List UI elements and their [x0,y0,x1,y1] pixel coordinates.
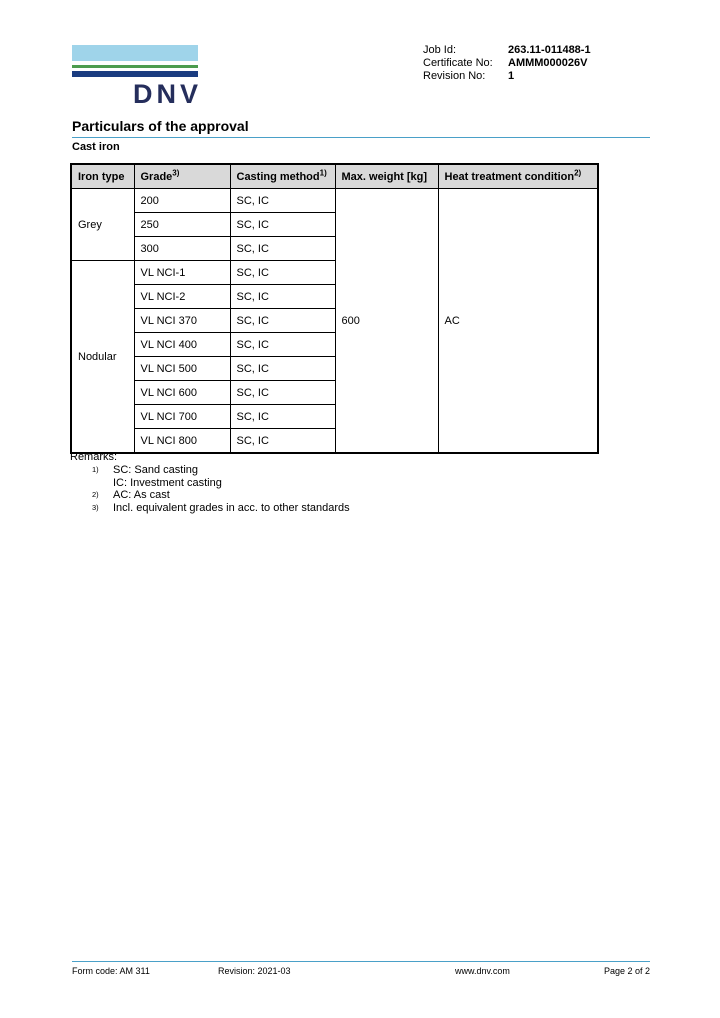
casting-cell: SC, IC [230,285,335,309]
subtitle-cast-iron: Cast iron [72,141,120,153]
casting-cell: SC, IC [230,381,335,405]
col-header-label: Iron type [78,170,125,183]
col-header-label: Heat treatment condition [444,170,575,183]
grade-cell: VL NCI 370 [134,309,230,333]
col-header-heat-treatment [438,164,598,189]
casting-cell: SC, IC [230,189,335,213]
remark-item [70,502,350,514]
casting-cell: SC, IC [230,333,335,357]
grade-cell: VL NCI 600 [134,381,230,405]
col-header-label: Casting method [236,170,320,183]
casting-cell: SC, IC [230,237,335,261]
meta-row-job-id [423,44,591,57]
meta-label: Certificate No: [423,57,493,70]
table-row [71,189,598,213]
col-header-sup: 2) [574,167,582,177]
casting-cell: SC, IC [230,405,335,429]
logo-wordmark: DNV [132,79,202,109]
footer-form-code: Form code: AM 311 [72,966,150,976]
grade-cell: VL NCI-2 [134,285,230,309]
col-header-casting-method [230,164,335,189]
meta-label: Job Id: [423,44,457,56]
col-header-sup: 1) [319,167,327,177]
grade-cell: 300 [134,237,230,261]
remark-item [70,489,350,501]
title-block [72,119,650,138]
footer-page-number: Page 2 of 2 [603,966,650,976]
casting-cell: SC, IC [230,213,335,237]
approval-table [70,163,599,454]
remark-sup: 2) [92,490,99,500]
dnv-logo [72,45,202,109]
footer-website: www.dnv.com [455,966,510,976]
remark-line: AC: As cast [113,489,170,502]
remarks-section [70,451,350,514]
page-title: Particulars of the approval [72,118,249,134]
remark-line: IC: Investment casting [113,476,222,489]
col-header-label: Grade [140,170,173,183]
casting-cell: SC, IC [230,261,335,285]
grade-cell: VL NCI 400 [134,333,230,357]
max-weight-cell: 600 [335,189,438,454]
remarks-heading: Remarks: [70,451,118,463]
heat-treatment-cell: AC [438,189,598,454]
grade-cell: 250 [134,213,230,237]
col-header-iron-type [71,164,134,189]
table-header-row [71,164,598,189]
remark-text [113,464,350,489]
meta-value: AMMM000026V [508,57,588,70]
job-meta-block [423,44,591,84]
remark-sup: 1) [92,465,99,475]
remark-text [113,502,350,514]
col-header-label: Max. weight [kg] [341,170,428,183]
meta-value: 1 [508,70,515,83]
meta-value: 263.11-011488-1 [508,44,591,56]
grade-cell: VL NCI-1 [134,261,230,285]
col-header-max-weight [335,164,438,189]
logo-bar-green-icon [72,65,198,68]
remark-line: SC: Sand casting [113,464,198,477]
meta-label: Revision No: [423,70,486,83]
iron-type-cell-nodular: Nodular [71,261,134,454]
grade-cell: VL NCI 700 [134,405,230,429]
remark-line: Incl. equivalent grades in acc. to other standards [113,501,350,514]
page-footer [72,961,650,978]
grade-cell: VL NCI 800 [134,429,230,454]
col-header-grade [134,164,230,189]
meta-row-certificate-no [423,57,591,70]
casting-cell: SC, IC [230,429,335,454]
casting-cell: SC, IC [230,309,335,333]
meta-row-revision-no [423,70,591,83]
footer-revision: Revision: 2021-03 [218,966,291,976]
logo-bar-skyblue-icon [72,45,198,61]
grade-cell: VL NCI 500 [134,357,230,381]
remark-sup: 3) [92,502,99,512]
logo-bar-navy-icon [72,71,198,77]
col-header-sup: 3) [172,167,180,177]
casting-cell: SC, IC [230,357,335,381]
remark-text [113,489,350,501]
iron-type-cell-grey: Grey [71,189,134,261]
grade-cell: 200 [134,189,230,213]
remark-item [70,464,350,489]
